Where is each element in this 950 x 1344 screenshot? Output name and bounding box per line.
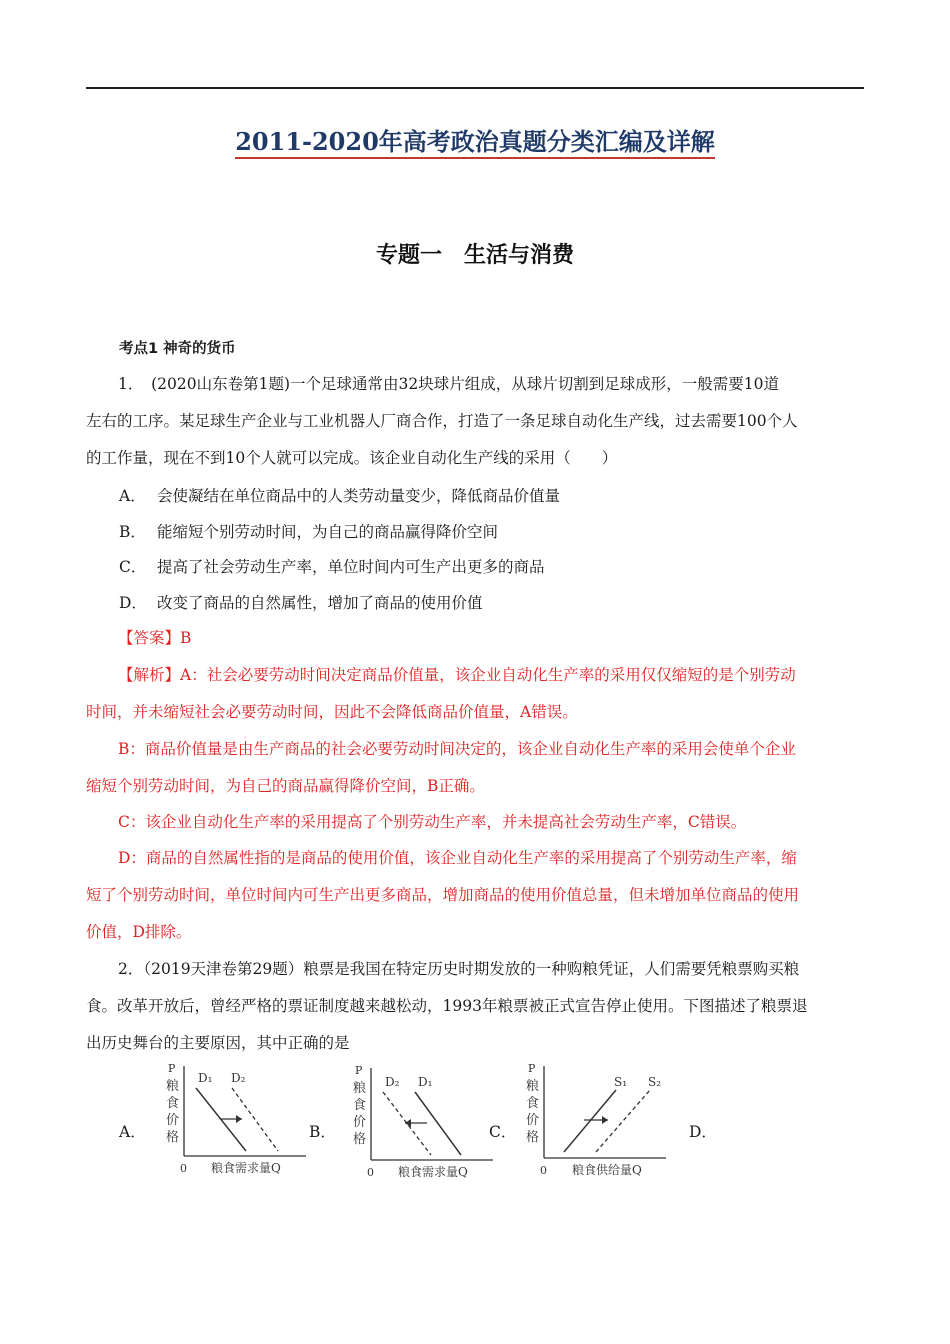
q1-analysis-c: C：该企业自动化生产率的采用提高了个别劳动生产率，并未提高社会劳动生产率，C错误。: [118, 813, 747, 831]
figure-c-curve2-label: S₂: [648, 1075, 662, 1089]
figure-c-y-char: 价: [526, 1113, 540, 1128]
figure-c-p-label: P: [528, 1062, 536, 1075]
figure-c-curve1: [564, 1090, 616, 1152]
q1-analysis-b-line2: 缩短个别劳动时间，为自己的商品赢得降价空间，B正确。: [86, 777, 485, 795]
figure-c-curve1-label: S₁: [614, 1075, 628, 1089]
figure-b-y-char: 价: [353, 1115, 367, 1130]
q1-stem-line3: 的工作量，现在不到10个人就可以完成。该企业自动化生产线的采用（ ）: [86, 449, 618, 467]
figure-b-x-label: 粮食需求量Q: [398, 1165, 468, 1179]
figure-c-label: C．: [489, 1123, 517, 1141]
figure-a-x-label: 粮食需求量Q: [211, 1161, 281, 1175]
q1-stem-line1: 1． (2020山东卷第1题)一个足球通常由32块球片组成，从球片切割到足球成形，一般需要10道: [118, 375, 779, 393]
q1-analysis-b-line1: B：商品价值量是由生产商品的社会必要劳动时间决定的，该企业自动化生产率的采用会使单个企业: [118, 740, 796, 758]
figure-c-y-char: 粮: [526, 1079, 540, 1094]
q1-analysis-d-line3: 价值，D排除。: [86, 923, 192, 941]
q1-option-b: B． 能缩短个别劳动时间，为自己的商品赢得降价空间: [119, 523, 499, 541]
q1-stem-line2: 左右的工序。某足球生产企业与工业机器人厂商合作，打造了一条足球自动化生产线，过去需要100个人: [86, 412, 798, 430]
q1-analysis-a-line2: 时间，并未缩短社会必要劳动时间，因此不会降低商品价值量，A错误。: [86, 703, 578, 721]
q1-option-a: A． 会使凝结在单位商品中的人类劳动量变少，降低商品价值量: [119, 487, 561, 505]
figure-a-y-char: 价: [166, 1113, 180, 1128]
figure-a-y-char: 食: [166, 1096, 180, 1111]
q1-analysis-d-line2: 短了个别劳动时间，单位时间内可生产出更多商品，增加商品的使用价值总量，但未增加单位商品的使用: [86, 886, 800, 904]
chapter-title: 专题一 生活与消费: [375, 243, 574, 268]
figure-b-label: B．: [309, 1123, 336, 1141]
figure-a-y-char: 格: [166, 1130, 180, 1145]
section-heading: 考点1 神奇的货币: [119, 341, 236, 357]
q2-figures: [86, 1060, 864, 1190]
figure-a-curve1-label: D₁: [198, 1071, 213, 1085]
q1-option-c: C． 提高了社会劳动生产率，单位时间内可生产出更多的商品: [119, 558, 545, 576]
document-title: 2011-2020年高考政治真题分类汇编及详解: [0, 122, 950, 157]
figure-b-curve1-label: D₂: [385, 1075, 400, 1089]
figure-a-y-char: 粮: [166, 1079, 180, 1094]
q2-stem-line2: 食。改革开放后，曾经严格的票证制度越来越松动，1993年粮票被正式宣告停止使用。下图描述了粮票退: [86, 997, 808, 1015]
figure-a-label: A．: [119, 1123, 146, 1141]
q2-stem-line1: 2．（2019天津卷第29题）粮票是我国在特定历史时期发放的一种购粮凭证，人们需要凭粮票购买粮: [118, 960, 800, 978]
figure-a-curve2-label: D₂: [231, 1071, 246, 1085]
figure-b-origin: 0: [367, 1166, 374, 1179]
figure-b-p-label: P: [355, 1064, 363, 1077]
q1-analysis-a-line1: 【解析】A：社会必要劳动时间决定商品价值量，该企业自动化生产率的采用仅仅缩短的是个别劳动: [118, 666, 796, 684]
q1-option-d: D． 改变了商品的自然属性，增加了商品的使用价值: [119, 594, 483, 612]
figure-c-origin: 0: [540, 1164, 547, 1177]
figure-d-label: D．: [689, 1123, 717, 1141]
q1-answer: 【答案】B: [118, 629, 192, 647]
figure-b-y-char: 格: [353, 1132, 367, 1147]
q1-analysis-d-line1: D：商品的自然属性指的是商品的使用价值，该企业自动化生产率的采用提高了个别劳动生产率，缩: [118, 849, 797, 867]
figure-a-p-label: P: [168, 1062, 176, 1075]
figure-c-y-char: 格: [526, 1130, 540, 1145]
figure-c-x-label: 粮食供给量Q: [572, 1163, 642, 1177]
figure-c-arrowhead: [602, 1116, 608, 1124]
figure-c-y-char: 食: [526, 1096, 540, 1111]
figure-b-y-char: 粮: [353, 1081, 367, 1096]
figure-a-origin: 0: [180, 1162, 187, 1175]
q2-stem-line3: 出历史舞台的主要原因，其中正确的是: [86, 1034, 350, 1052]
figure-b-curve2-label: D₁: [418, 1075, 433, 1089]
header-rule: [86, 87, 864, 89]
figure-a-arrowhead: [236, 1115, 242, 1123]
figure-b-y-char: 食: [353, 1098, 367, 1113]
